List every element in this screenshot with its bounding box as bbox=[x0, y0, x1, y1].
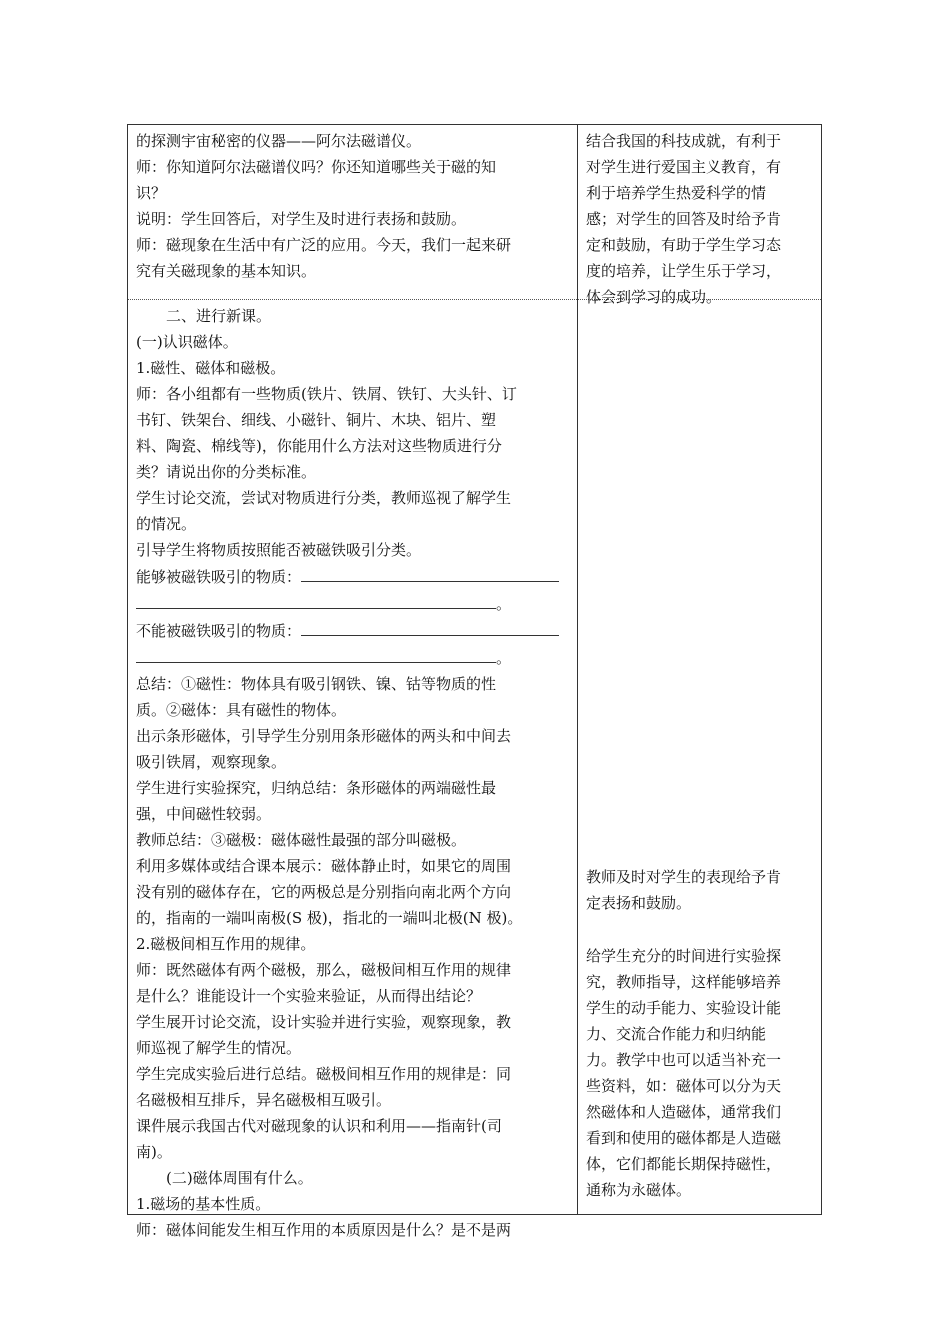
text-line: 南)。 bbox=[136, 1143, 172, 1161]
intent-cell-praise bbox=[586, 864, 816, 916]
text-line: 没有别的磁体存在，它的两极总是分别指向南北两个方向 bbox=[136, 883, 512, 901]
text-line: 然磁体和人造磁体，通常我们 bbox=[586, 1103, 782, 1121]
fill-blank-not-attracted-continued bbox=[136, 644, 574, 671]
text-line: 师巡视了解学生的情况。 bbox=[136, 1039, 302, 1057]
text-line: 总结：①磁性：物体具有吸引钢铁、镍、钴等物质的性 bbox=[136, 675, 497, 693]
text-line: 力。教学中也可以适当补充一 bbox=[586, 1051, 782, 1069]
column-divider bbox=[577, 125, 578, 1214]
text-line: 的探测宇宙秘密的仪器——阿尔法磁谱仪。 bbox=[136, 132, 422, 150]
blank-line bbox=[136, 644, 496, 663]
text-line: (一)认识磁体。 bbox=[136, 333, 238, 351]
text-line: 看到和使用的磁体都是人造磁 bbox=[586, 1129, 782, 1147]
text-line: 的，指南的一端叫南极(S 极)，指北的一端叫北极(N 极)。 bbox=[136, 909, 523, 927]
intent-cell-experiment bbox=[586, 943, 816, 1203]
text-line: 学生的动手能力、实验设计能 bbox=[586, 999, 782, 1017]
blank-label: 能够被磁铁吸引的物质： bbox=[136, 568, 302, 586]
text-line: 识？ bbox=[136, 184, 167, 202]
blank-line bbox=[136, 590, 496, 609]
text-line: 利于培养学生热爱科学的情 bbox=[586, 184, 767, 202]
text-line: 师：既然磁体有两个磁极，那么，磁极间相互作用的规律 bbox=[136, 961, 512, 979]
text-line: 质。②磁体：具有磁性的物体。 bbox=[136, 701, 347, 719]
text-line: 二、进行新课。 bbox=[136, 307, 272, 325]
fill-blank-attracted-continued bbox=[136, 590, 574, 617]
text-line: 定和鼓励，有助于学生学习态 bbox=[586, 236, 782, 254]
text-line: 1.磁场的基本性质。 bbox=[136, 1195, 271, 1213]
text-line: 学生进行实验探究，归纳总结：条形磁体的两端磁性最 bbox=[136, 779, 497, 797]
process-cell-intro bbox=[136, 128, 574, 284]
text-line: 学生展开讨论交流，设计实验并进行实验，观察现象，教 bbox=[136, 1013, 512, 1031]
text-line: 教师总结：③磁极：磁体磁性最强的部分叫磁极。 bbox=[136, 831, 467, 849]
blank-line bbox=[301, 563, 559, 582]
fill-blank-attracted bbox=[136, 563, 574, 590]
text-line: 体，它们都能长期保持磁性， bbox=[586, 1155, 782, 1173]
fill-blank-not-attracted bbox=[136, 617, 574, 644]
intent-cell-intro bbox=[586, 128, 816, 310]
text-line: 强，中间磁性较弱。 bbox=[136, 805, 272, 823]
lesson-plan-table bbox=[127, 124, 822, 1239]
text-line: 的情况。 bbox=[136, 515, 197, 533]
text-line: (二)磁体周围有什么。 bbox=[136, 1169, 313, 1187]
text-line: 给学生充分的时间进行实验探 bbox=[586, 947, 782, 965]
blank-period: 。 bbox=[496, 649, 512, 667]
text-line: 究，教师指导，这样能够培养 bbox=[586, 973, 782, 991]
text-line: 利用多媒体或结合课本展示：磁体静止时，如果它的周围 bbox=[136, 857, 512, 875]
text-line: 引导学生将物质按照能否被磁铁吸引分类。 bbox=[136, 541, 422, 559]
text-line: 结合我国的科技成就，有利于 bbox=[586, 132, 782, 150]
text-line: 1.磁性、磁体和磁极。 bbox=[136, 359, 286, 377]
text-line: 是什么？谁能设计一个实验来验证，从而得出结论？ bbox=[136, 987, 482, 1005]
text-line: 些资料，如：磁体可以分为天 bbox=[586, 1077, 782, 1095]
text-line: 学生完成实验后进行总结。磁极间相互作用的规律是：同 bbox=[136, 1065, 512, 1083]
text-line: 对学生进行爱国主义教育，有 bbox=[586, 158, 782, 176]
text-line: 师：磁体间能发生相互作用的本质原因是什么？是不是两 bbox=[136, 1221, 512, 1239]
text-line: 出示条形磁体，引导学生分别用条形磁体的两头和中间去 bbox=[136, 727, 512, 745]
text-line: 类？请说出你的分类标准。 bbox=[136, 463, 317, 481]
text-line: 说明：学生回答后，对学生及时进行表扬和鼓励。 bbox=[136, 210, 467, 228]
text-line: 书钉、铁架台、细线、小磁针、铜片、木块、铝片、塑 bbox=[136, 411, 497, 429]
text-line: 师：磁现象在生活中有广泛的应用。今天，我们一起来研 bbox=[136, 236, 512, 254]
text-line: 力、交流合作能力和归纳能 bbox=[586, 1025, 767, 1043]
text-line: 2.磁极间相互作用的规律。 bbox=[136, 935, 316, 953]
text-line: 课件展示我国古代对磁现象的认识和利用——指南针(司 bbox=[136, 1117, 502, 1135]
blank-line bbox=[301, 617, 559, 636]
text-line: 学生讨论交流，尝试对物质进行分类，教师巡视了解学生 bbox=[136, 489, 512, 507]
text-line: 度的培养，让学生乐于学习， bbox=[586, 262, 782, 280]
blank-label: 不能被磁铁吸引的物质： bbox=[136, 622, 302, 640]
text-line: 究有关磁现象的基本知识。 bbox=[136, 262, 317, 280]
process-cell-new-lesson bbox=[136, 303, 574, 1243]
text-line: 体会到学习的成功。 bbox=[586, 288, 722, 306]
text-line: 吸引铁屑，观察现象。 bbox=[136, 753, 287, 771]
text-line: 通称为永磁体。 bbox=[586, 1181, 692, 1199]
text-line: 名磁极相互排斥，异名磁极相互吸引。 bbox=[136, 1091, 392, 1109]
blank-period: 。 bbox=[496, 595, 512, 613]
text-line: 料、陶瓷、棉线等)，你能用什么方法对这些物质进行分 bbox=[136, 437, 502, 455]
text-line: 师：你知道阿尔法磁谱仪吗？你还知道哪些关于磁的知 bbox=[136, 158, 497, 176]
text-line: 师：各小组都有一些物质(铁片、铁屑、铁钉、大头针、订 bbox=[136, 385, 517, 403]
text-line: 定表扬和鼓励。 bbox=[586, 894, 692, 912]
text-line: 教师及时对学生的表现给予肯 bbox=[586, 868, 782, 886]
text-line: 感；对学生的回答及时给予肯 bbox=[586, 210, 782, 228]
